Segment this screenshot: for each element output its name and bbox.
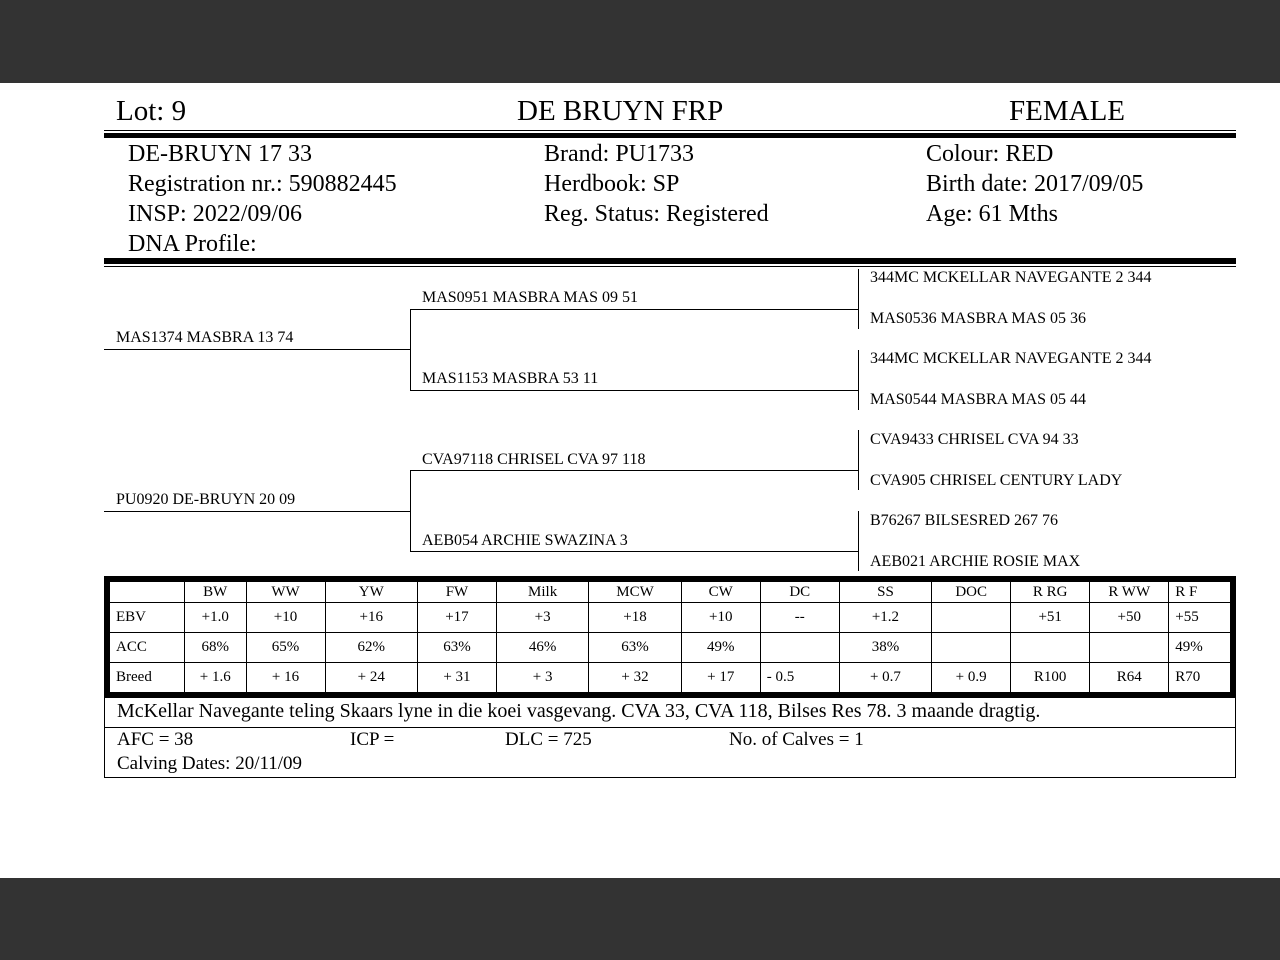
lot-sheet bbox=[0, 83, 1280, 878]
birth-date: Birth date: 2017/09/05 bbox=[926, 171, 1144, 197]
brand: Brand: PU1733 bbox=[544, 141, 694, 167]
ebv-cell: +10 bbox=[246, 603, 325, 633]
ebv-header-cell: R WW bbox=[1090, 582, 1169, 603]
pedigree-ggp-8: AEB021 ARCHIE ROSIE MAX bbox=[870, 553, 1081, 570]
pedigree-dam-dam: AEB054 ARCHIE SWAZINA 3 bbox=[422, 532, 628, 549]
breeder-name: DE BRUYN FRP bbox=[517, 95, 724, 127]
calving-dates: Calving Dates: 20/11/09 bbox=[117, 753, 303, 774]
ebv-header-cell: SS bbox=[839, 582, 931, 603]
pedigree-sire: MAS1374 MASBRA 13 74 bbox=[116, 329, 294, 346]
colour: Colour: RED bbox=[926, 141, 1054, 167]
animal-name: DE-BRUYN 17 33 bbox=[128, 141, 312, 167]
breed-cell: + 3 bbox=[496, 663, 588, 693]
breed-cell: + 17 bbox=[681, 663, 760, 693]
ebv-header-cell: MCW bbox=[589, 582, 681, 603]
ebv-row-label: EBV bbox=[110, 603, 185, 633]
ebv-cell bbox=[932, 603, 1011, 633]
ebv-header-cell bbox=[110, 582, 185, 603]
acc-cell: 63% bbox=[589, 633, 681, 663]
acc-cell bbox=[1011, 633, 1090, 663]
ebv-table bbox=[104, 576, 1236, 698]
breed-cell: R70 bbox=[1169, 663, 1231, 693]
breed-cell: + 0.9 bbox=[932, 663, 1011, 693]
breed-row-label: Breed bbox=[110, 663, 185, 693]
breed-cell: + 16 bbox=[246, 663, 325, 693]
acc-cell: 38% bbox=[839, 633, 931, 663]
header-rule-thin bbox=[104, 130, 1236, 131]
breed-cell: + 32 bbox=[589, 663, 681, 693]
ebv-cell: +16 bbox=[325, 603, 417, 633]
comment-box bbox=[104, 696, 1236, 728]
pedigree-sire-dam: MAS1153 MASBRA 53 11 bbox=[422, 370, 599, 387]
acc-cell: 49% bbox=[681, 633, 760, 663]
pedigree-ggp-5: CVA9433 CHRISEL CVA 94 33 bbox=[870, 431, 1079, 448]
breed-cell: R100 bbox=[1011, 663, 1090, 693]
number-of-calves: No. of Calves = 1 bbox=[729, 729, 864, 750]
ebv-header-cell: DOC bbox=[932, 582, 1011, 603]
acc-cell: 68% bbox=[184, 633, 246, 663]
afc-value: AFC = 38 bbox=[117, 729, 194, 750]
acc-cell: 63% bbox=[417, 633, 496, 663]
pedigree-ggp-3: 344MC MCKELLAR NAVEGANTE 2 344 bbox=[870, 350, 1152, 367]
registration-status: Reg. Status: Registered bbox=[544, 201, 769, 227]
acc-cell bbox=[760, 633, 839, 663]
info-rule-thick bbox=[104, 258, 1236, 264]
lot-number: Lot: 9 bbox=[116, 95, 187, 127]
age: Age: 61 Mths bbox=[926, 201, 1058, 227]
breed-cell: + 0.7 bbox=[839, 663, 931, 693]
dlc-value: DLC = 725 bbox=[505, 729, 592, 750]
pedigree-sire-sire: MAS0951 MASBRA MAS 09 51 bbox=[422, 289, 639, 306]
ebv-header-cell: R RG bbox=[1011, 582, 1090, 603]
acc-cell: 62% bbox=[325, 633, 417, 663]
sex-label: FEMALE bbox=[1009, 95, 1125, 127]
acc-cell bbox=[932, 633, 1011, 663]
ebv-header-row bbox=[110, 582, 1231, 603]
icp-value: ICP = bbox=[350, 729, 395, 750]
breed-cell: + 1.6 bbox=[184, 663, 246, 693]
breed-cell: - 0.5 bbox=[760, 663, 839, 693]
ebv-cell: +18 bbox=[589, 603, 681, 633]
inspection-date: INSP: 2022/09/06 bbox=[128, 201, 303, 227]
acc-cell: 65% bbox=[246, 633, 325, 663]
ebv-header-cell: DC bbox=[760, 582, 839, 603]
ebv-header-cell: BW bbox=[184, 582, 246, 603]
ebv-header-cell: CW bbox=[681, 582, 760, 603]
breed-row bbox=[110, 663, 1231, 693]
breed-cell: + 24 bbox=[325, 663, 417, 693]
herdbook: Herdbook: SP bbox=[544, 171, 680, 197]
header-rule-thick bbox=[104, 133, 1236, 138]
acc-cell: 49% bbox=[1169, 633, 1231, 663]
ebv-cell: +10 bbox=[681, 603, 760, 633]
dna-profile: DNA Profile: bbox=[128, 231, 257, 257]
pedigree-dam-sire: CVA97118 CHRISEL CVA 97 118 bbox=[422, 451, 646, 468]
breed-cell: + 31 bbox=[417, 663, 496, 693]
pedigree-ggp-1: 344MC MCKELLAR NAVEGANTE 2 344 bbox=[870, 269, 1152, 286]
calving-info bbox=[104, 727, 1236, 778]
ebv-cell: +17 bbox=[417, 603, 496, 633]
comment-text: McKellar Navegante teling Skaars lyne in die koei vasgevang. CVA 33, CVA 118, Bilses Res 78. 3 maande dragtig. bbox=[117, 700, 1041, 722]
pedigree-ggp-6: CVA905 CHRISEL CENTURY LADY bbox=[870, 472, 1123, 489]
ebv-cell: +1.2 bbox=[839, 603, 931, 633]
breed-cell: R64 bbox=[1090, 663, 1169, 693]
pedigree-ggp-7: B76267 BILSESRED 267 76 bbox=[870, 512, 1059, 529]
ebv-row bbox=[110, 603, 1231, 633]
pedigree-ggp-2: MAS0536 MASBRA MAS 05 36 bbox=[870, 310, 1087, 327]
ebv-header-cell: R F bbox=[1169, 582, 1231, 603]
ebv-header-cell: FW bbox=[417, 582, 496, 603]
acc-cell: 46% bbox=[496, 633, 588, 663]
ebv-header-cell: YW bbox=[325, 582, 417, 603]
ebv-header-cell: Milk bbox=[496, 582, 588, 603]
acc-cell bbox=[1090, 633, 1169, 663]
pedigree-ggp-4: MAS0544 MASBRA MAS 05 44 bbox=[870, 391, 1087, 408]
acc-row-label: ACC bbox=[110, 633, 185, 663]
ebv-cell: +1.0 bbox=[184, 603, 246, 633]
ebv-cell: +51 bbox=[1011, 603, 1090, 633]
ebv-cell: -- bbox=[760, 603, 839, 633]
registration-number: Registration nr.: 590882445 bbox=[128, 171, 397, 197]
pedigree-dam: PU0920 DE-BRUYN 20 09 bbox=[116, 491, 296, 508]
ebv-cell: +50 bbox=[1090, 603, 1169, 633]
ebv-cell: +3 bbox=[496, 603, 588, 633]
info-rule-thin bbox=[104, 266, 1236, 267]
acc-row bbox=[110, 633, 1231, 663]
ebv-header-cell: WW bbox=[246, 582, 325, 603]
ebv-cell: +55 bbox=[1169, 603, 1231, 633]
